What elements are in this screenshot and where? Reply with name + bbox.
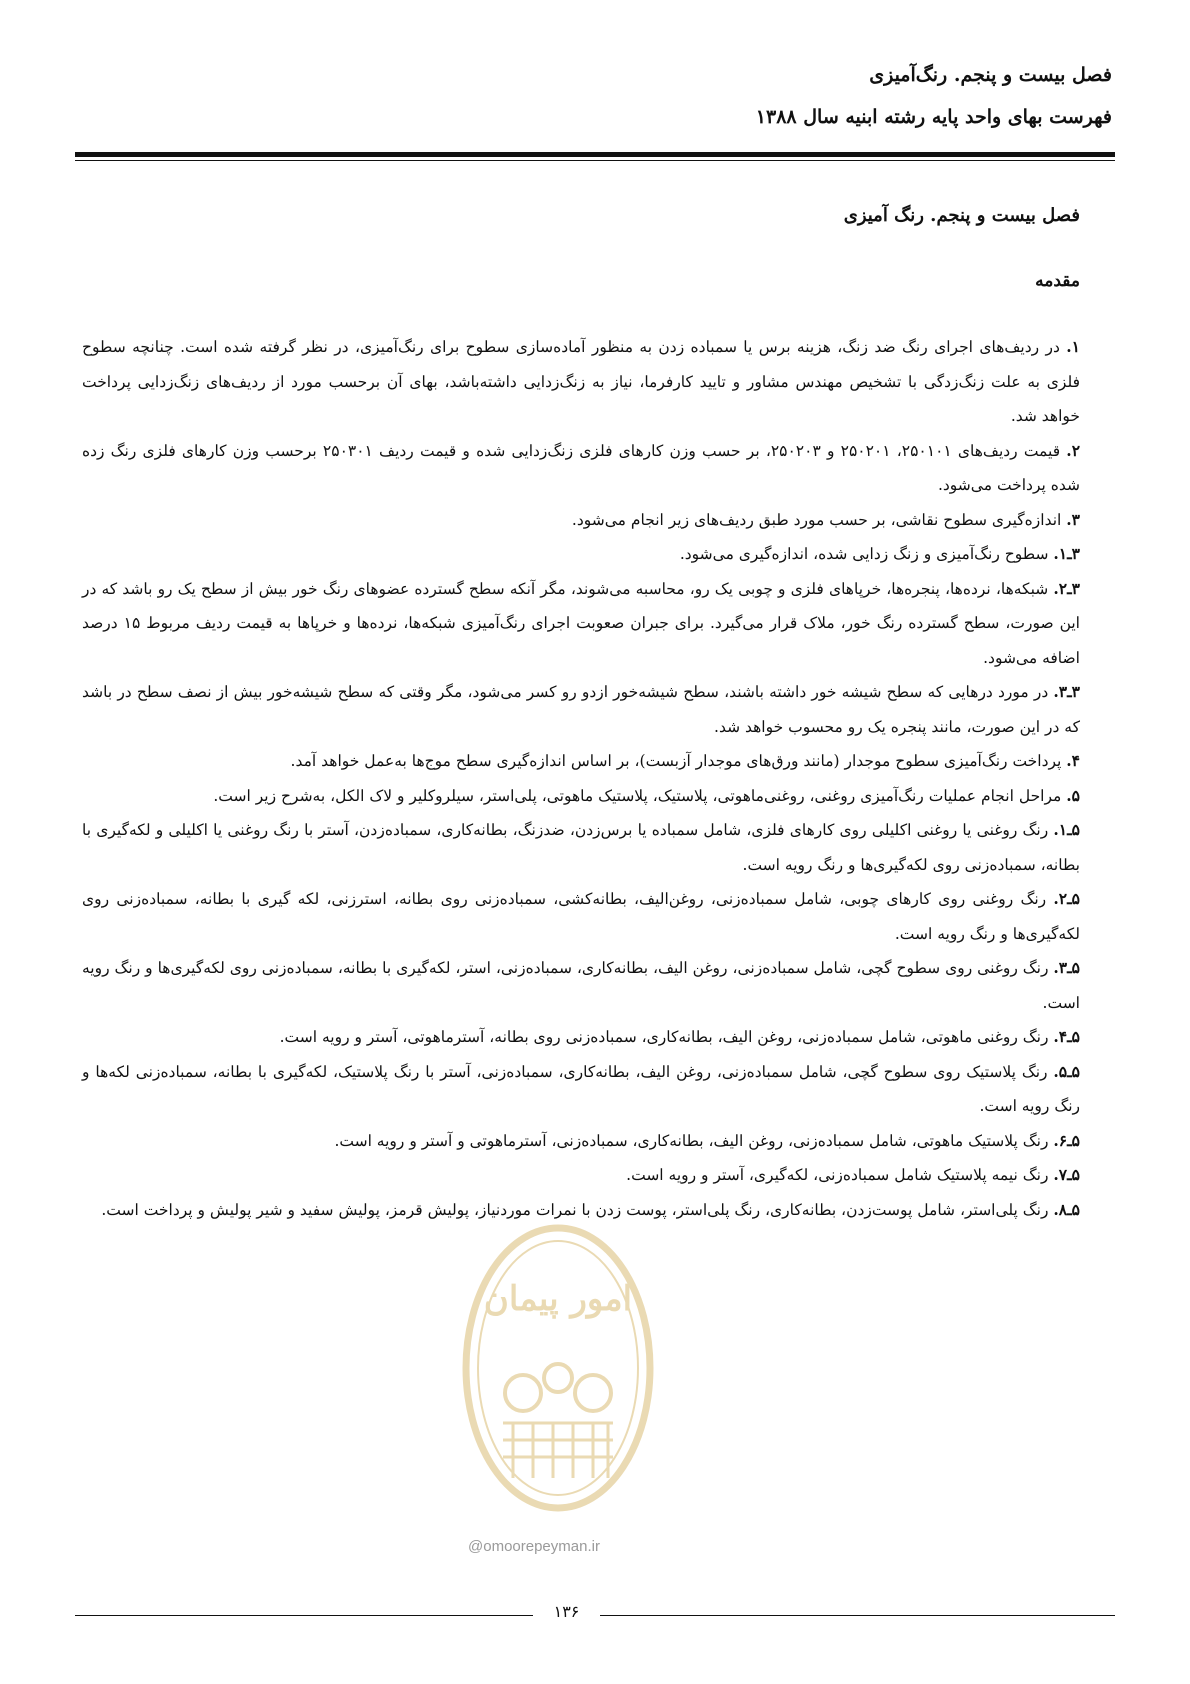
paragraph-3-2 — [82, 572, 1080, 676]
paragraph-number: ۱. — [1066, 337, 1080, 356]
paragraph-5-2 — [82, 882, 1080, 951]
paragraph-3-3 — [82, 675, 1080, 744]
paragraph-3 — [82, 503, 1080, 538]
paragraph-number: ۲. — [1066, 440, 1081, 460]
paragraph-2 — [82, 434, 1080, 503]
header-title: فصل بیست و پنجم. رنگ‌آمیزی — [869, 64, 1112, 86]
paragraph-text: رنگ روغنی یا روغنی اکلیلی روی کارهای فلزی، شامل سمباده یا برس‌زدن، ضدزنگ، بطانه‌کاری، سمباده‌زدن، آستر با رنگ روغنی یا اکلیلی و لکه‌گیری با بطانه، سمباده‌زنی روی لکه‌گیری‌ها و رنگ رویه است. — [82, 821, 1080, 874]
watermark-url: @omoorepeyman.ir — [468, 1538, 600, 1555]
paragraph-number: ۵ـ۶. — [1053, 1130, 1080, 1150]
paragraph-5 — [82, 779, 1080, 814]
footer-rule-left — [75, 1615, 533, 1616]
section-title: مقدمه — [1035, 271, 1080, 291]
paragraph-text: رنگ پلاستیک ماهوتی، شامل سمباده‌زنی، روغن الیف، بطانه‌کاری، سمباده‌زنی، آسترماهوتی و آستر و رویه است. — [334, 1131, 1054, 1150]
paragraph-5-3 — [82, 951, 1080, 1020]
paragraph-5-5 — [82, 1055, 1080, 1124]
paragraph-text: در مورد درهایی که سطح شیشه خور داشته باشند، سطح شیشه‌خور ازدو رو کسر می‌شود، مگر وقتی که سطح شیشه‌خور بیش از نصف سطح در باشد که در این صورت، مانند پنجره یک رو محسوب خواهد شد. — [82, 683, 1080, 736]
paragraph-text: قیمت ردیف‌های ۲۵۰۱۰۱، ۲۵۰۲۰۱ و ۲۵۰۲۰۳، بر حسب وزن کارهای فلزی زنگ‌زدایی شده و قیمت ردیف ۲۵۰۳۰۱ برحسب وزن کارهای فلزی رنگ زده شده پرداخت می‌شود. — [82, 441, 1080, 494]
paragraph-number: ۳ـ۳. — [1053, 682, 1080, 701]
header-rule-thick — [75, 152, 1115, 157]
paragraph-number: ۵ـ۳. — [1053, 958, 1080, 977]
paragraph-text: رنگ پلاستیک روی سطوح گچی، شامل سمباده‌زنی، روغن الیف، بطانه‌کاری، سمباده‌زنی، آستر با رنگ پلاستیک، لکه‌گیری با بطانه، سمباده‌زنی لکه‌ها و رنگ رویه است. — [82, 1062, 1080, 1115]
paragraph-5-7 — [82, 1158, 1080, 1193]
paragraph-text: رنگ پلی‌استر، شامل پوست‌زدن، بطانه‌کاری، رنگ پلی‌استر، پوست زدن با نمرات موردنیاز، پولیش قرمز، پولیش سفید و شیر پولیش و پرداخت است. — [101, 1200, 1054, 1219]
paragraph-5-8 — [82, 1193, 1080, 1228]
paragraph-text: اندازه‌گیری سطوح نقاشی، بر حسب مورد طبق ردیف‌های زیر انجام می‌شود. — [571, 510, 1067, 529]
paragraph-number: ۵ـ۴. — [1053, 1027, 1080, 1046]
paragraph-text: پرداخت رنگ‌آمیزی سطوح موجدار (مانند ورق‌های موجدار آزبست)، بر اساس اندازه‌گیری سطح موج‌ها به‌عمل خواهد آمد. — [290, 752, 1067, 770]
paragraph-number: ۵ـ۵. — [1053, 1061, 1080, 1081]
header-subtitle: فهرست بهای واحد پایه رشته ابنیه سال ۱۳۸۸ — [755, 106, 1112, 128]
paragraph-text: رنگ روغنی ماهوتی، شامل سمباده‌زنی، روغن الیف، بطانه‌کاری، سمباده‌زنی روی بطانه، آسترماهوتی، آستر و رویه است. — [279, 1028, 1054, 1046]
paragraph-text: مراحل انجام عملیات رنگ‌آمیزی روغنی، روغنی‌ماهوتی، پلاستیک، پلاستیک ماهوتی، پلی‌استر، سیلروکلیر و لاک الکل، به‌شرح زیر است. — [213, 786, 1067, 805]
header-rule-thin — [75, 160, 1115, 161]
paragraph-number: ۵ـ۱. — [1053, 820, 1080, 839]
paragraph-3-1 — [82, 537, 1080, 572]
paragraph-text: شبکه‌ها، نرده‌ها، پنجره‌ها، خرپاهای فلزی و چوبی یک رو، محاسبه می‌شوند، مگر آنکه سطح گسترده عضوهای رنگ خور بیش از سطح یک رو باشد که در این صورت، سطح گسترده رنگ خور، ملاک قرار می‌گیرد. برای جبران صعوبت اجرای رنگ‌آمیزی شبکه‌ها، نرده‌ها و خرپاها به قیمت ردیف مربوط ۱۵ درصد اضافه می‌شود. — [82, 579, 1080, 667]
paragraph-text: رنگ روغنی روی سطوح گچی، شامل سمباده‌زنی، روغن الیف، بطانه‌کاری، سمباده‌زنی، استر، لکه‌گیری با بطانه، سمباده‌زنی روی لکه‌گیری‌ها و رنگ رویه است. — [82, 959, 1080, 1012]
paragraph-number: ۳ـ۲. — [1053, 578, 1080, 598]
paragraph-number: ۵ـ۸. — [1053, 1199, 1080, 1219]
paragraph-text: در ردیف‌های اجرای رنگ ضد زنگ، هزینه برس یا سمباده زدن به منظور آماده‌سازی سطوح برای رنگ‌آمیزی، در نظر گرفته شده است. چنانچه سطوح فلزی به علت زنگ‌زدگی با تشخیص مهندس مشاور و تایید کارفرما، نیاز به زنگ‌زدایی داشته‌باشد، بهای آن برحسب مورد از ردیف‌های زنگ‌زدایی پرداخت خواهد شد. — [82, 338, 1080, 425]
watermark-logo — [458, 1218, 658, 1518]
chapter-title: فصل بیست و پنجم. رنگ آمیزی — [843, 205, 1080, 226]
paragraph-text: رنگ نیمه پلاستیک شامل سمباده‌زنی، لکه‌گیری، آستر و رویه است. — [626, 1166, 1054, 1184]
page-number: ۱۳۶ — [553, 1602, 580, 1621]
paragraph-number: ۴. — [1066, 751, 1080, 770]
paragraph-text: رنگ روغنی روی کارهای چوبی، شامل سمباده‌زنی، روغن‌الیف، بطانه‌کشی، سمباده‌زنی روی بطانه، استرزنی، لکه گیری با بطانه، سمباده‌زنی روی لکه‌گیری‌ها و رنگ رویه است. — [82, 890, 1080, 943]
footer-rule-right — [600, 1615, 1115, 1616]
paragraph-4 — [82, 744, 1080, 779]
watermark-text: امور پیمان — [483, 1279, 633, 1319]
paragraph-number: ۵. — [1066, 785, 1080, 805]
paragraph-number: ۳ـ۱. — [1053, 544, 1080, 563]
paragraph-number: ۵ـ۷. — [1053, 1165, 1080, 1184]
paragraph-text: سطوح رنگ‌آمیزی و زنگ زدایی شده، اندازه‌گیری می‌شود. — [679, 545, 1054, 563]
body-text — [82, 330, 1080, 1227]
paragraph-5-1 — [82, 813, 1080, 882]
paragraph-number: ۳. — [1066, 509, 1080, 529]
paragraph-1 — [82, 330, 1080, 434]
paragraph-5-4 — [82, 1020, 1080, 1055]
paragraph-5-6 — [82, 1124, 1080, 1159]
paragraph-number: ۵ـ۲. — [1053, 889, 1080, 908]
